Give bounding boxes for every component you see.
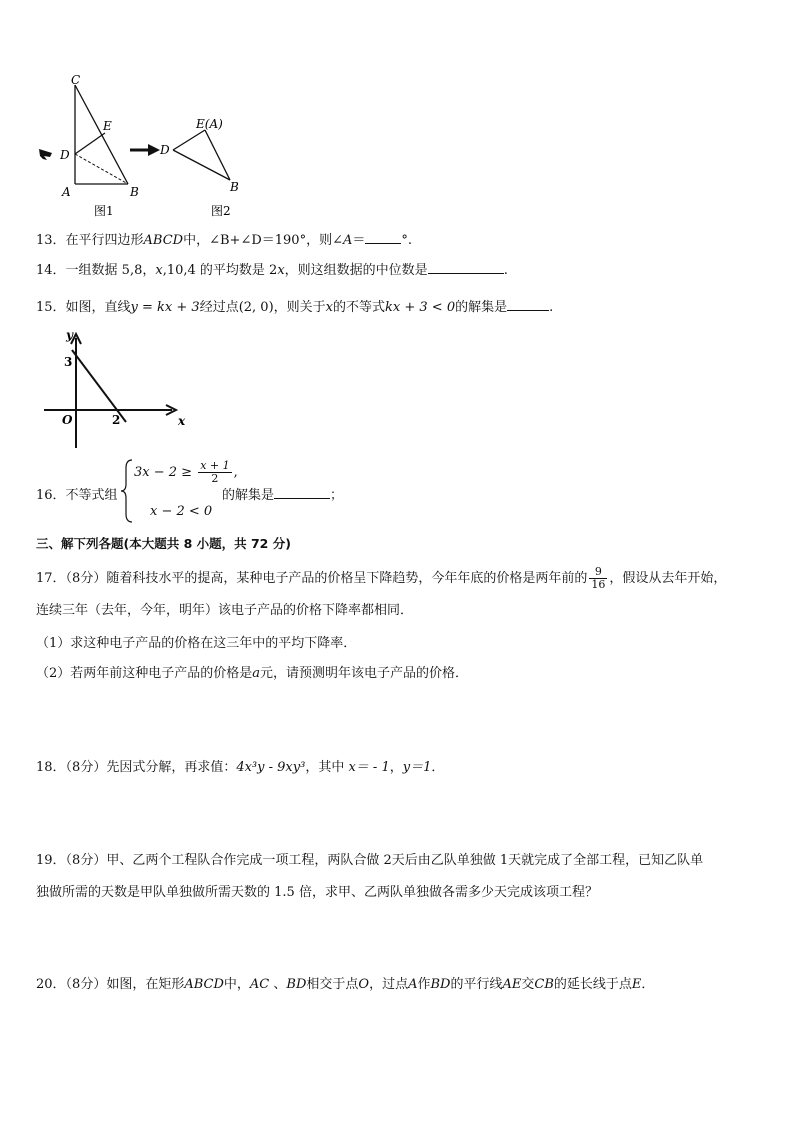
fig1-label-a: A (62, 185, 71, 199)
question-17-sub-2: （2）若两年前这种电子产品的价格是a元，请预测明年该电子产品的价格． (36, 666, 469, 681)
graph-origin-label: O (62, 413, 73, 427)
fig1-label-b: B (130, 185, 139, 199)
question-19-line-2: 独做所需的天数是甲队单独做所需天数的 1.5 倍，求甲、乙两队单独做各需多少天完成该项工程？ (36, 885, 598, 900)
figure-2 (159, 117, 239, 218)
fig2-label-b: B (230, 180, 239, 194)
question-17-sub-1: （1）求这种电子产品的价格在这三年中的平均下降率． (36, 636, 357, 651)
inequality-2: x − 2 < 0 (150, 504, 213, 519)
question-17-line-1: 17．（8分）随着科技水平的提高，某种电子产品的价格呈下降趋势，今年年底的价格是两年前的 $\frac{9}{16}$ ，假设从去年开始， (36, 565, 727, 591)
answer-blank[interactable] (507, 296, 549, 311)
question-16: 16．不等式组 3x − 2 ≥ $\frac{x + 1}{2}$ , x − 2 < 0 的解集是 ； (36, 458, 436, 528)
question-14: 14．一组数据 5,8，x,10,4 的平均数是 2x，则这组数据的中位数是 . (36, 259, 508, 280)
inequality-1: 3x − 2 ≥ $\frac{x + 1}{2}$ , (134, 459, 238, 485)
graph-x-intercept: 2 (112, 413, 121, 427)
answer-blank[interactable] (365, 229, 401, 244)
question-13: 13．在平行四边形ABCD中，∠B+∠D＝190°，则∠A＝ °. (36, 229, 412, 250)
fig2-caption: 图2 (211, 204, 231, 218)
question-19-line-1: 19．（8分）甲、乙两个工程队合作完成一项工程，两队合做 2天后由乙队单独做 1天就完成了全部工程，已知乙队单 (36, 853, 704, 868)
question-17-line-2: 连续三年（去年，今年，明年）该电子产品的价格下降率都相同． (36, 603, 414, 618)
fig1-label-c: C (71, 73, 81, 87)
graph-x-label: x (178, 414, 186, 428)
answer-blank[interactable] (274, 484, 330, 499)
fig1-label-e: E (103, 119, 112, 133)
arrow-right-icon (130, 144, 160, 156)
q15-graph (40, 328, 190, 454)
geometry-figures (30, 70, 260, 220)
graph-y-intercept: 3 (64, 355, 73, 369)
system-brace (120, 458, 134, 524)
pointing-hand-icon (39, 149, 52, 160)
fig2-label-ea: E(A) (196, 117, 223, 131)
graph-y-label: y (66, 328, 73, 342)
section-title: 三、解下列各题(本大题共 8 小题，共 72 分) (36, 536, 291, 551)
question-18: 18．（8分）先因式分解，再求值：4x³y - 9xy³，其中 x＝ - 1，y＝1． (36, 760, 445, 775)
answer-blank[interactable] (428, 259, 504, 274)
fig1-label-d: D (60, 148, 70, 162)
question-15: 15．如图，直线y = kx + 3经过点(2, 0)，则关于x的不等式kx + 3 < 0的解集是 . (36, 296, 553, 317)
question-20: 20．（8分）如图，在矩形ABCD中，AC 、BD相交于点O，过点A作BD的平行线AE交CB的延长线于点E． (36, 977, 655, 992)
figure-1 (39, 73, 139, 218)
fig1-caption: 图1 (94, 204, 114, 218)
fig2-label-d: D (160, 143, 170, 157)
